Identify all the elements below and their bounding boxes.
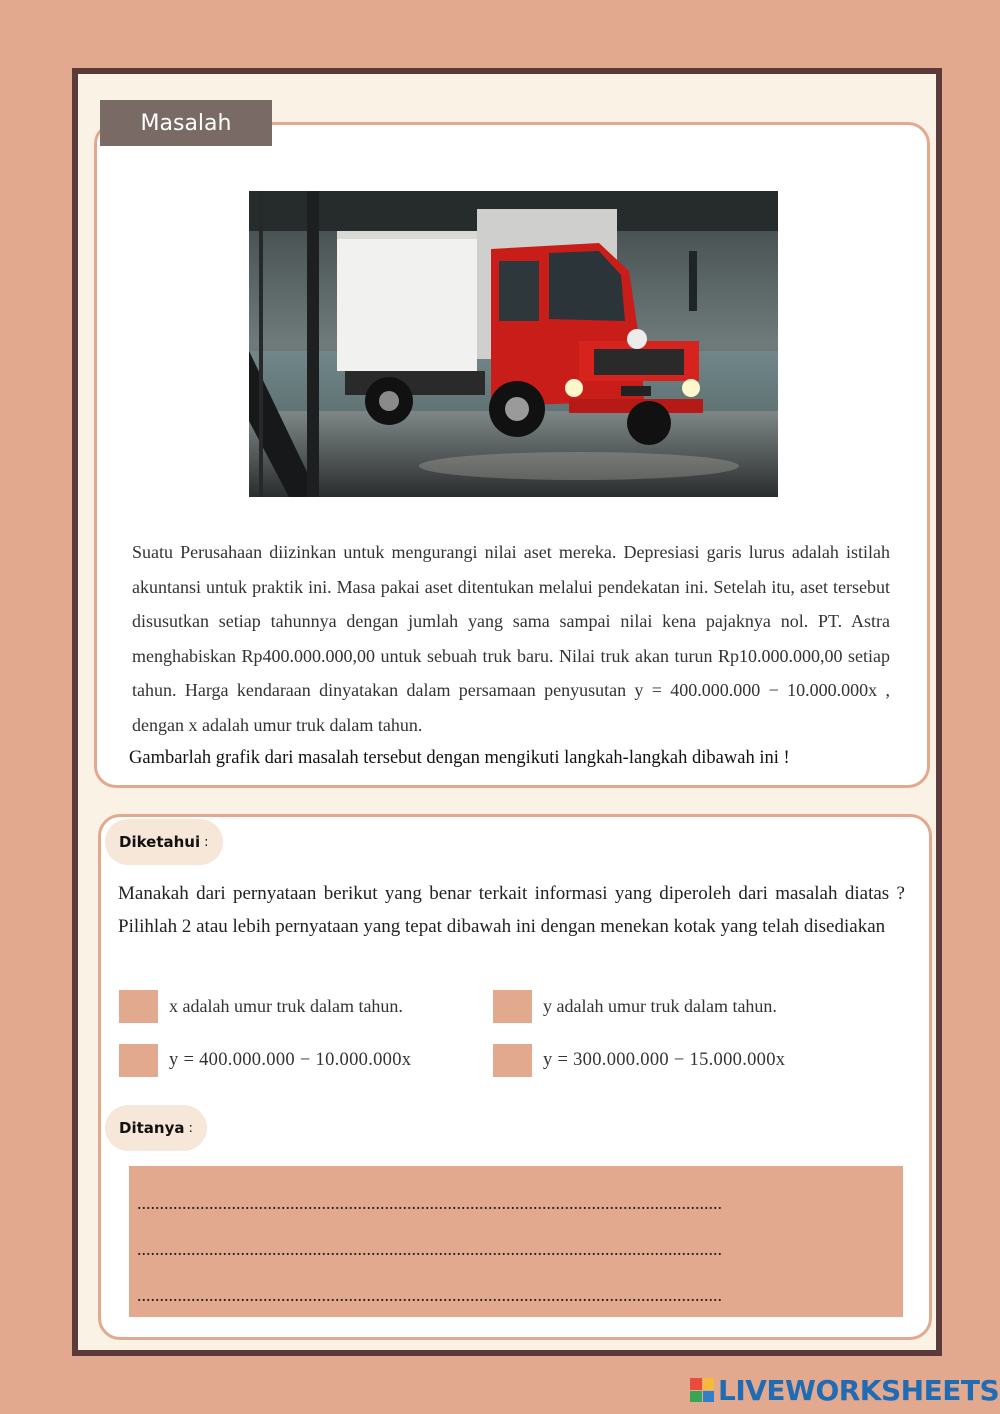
truck-photo xyxy=(249,191,778,497)
question-text: Manakah dari pernyataan berikut yang benar terkait informasi yang diperoleh dari masalah diatas ? Pilihlah 2 atau lebih pernyataan yang tepat dibawah ini dengan menekan kotak yang telah disediakan xyxy=(118,883,905,937)
ditanya-pill xyxy=(105,1105,207,1151)
liveworksheets-brand xyxy=(690,1372,999,1408)
ditanya-answer-box[interactable] xyxy=(129,1166,903,1317)
logo-square-3 xyxy=(690,1391,702,1403)
answer-line-2: .................................................................................................................................. xyxy=(137,1239,722,1259)
option-4-checkbox[interactable] xyxy=(493,1044,532,1077)
option-2 xyxy=(493,990,777,1023)
option-4 xyxy=(493,1044,785,1077)
diketahui-pill xyxy=(105,819,223,865)
option-1-checkbox[interactable] xyxy=(119,990,158,1023)
ditanya-label: Ditanya xyxy=(119,1119,185,1137)
answer-line-1: .................................................................................................................................. xyxy=(137,1193,722,1213)
diketahui-colon: : xyxy=(204,834,209,850)
brand-text: LIVEWORKSHEETS xyxy=(718,1373,1000,1407)
problem-paragraph: Suatu Perusahaan diizinkan untuk mengurangi nilai aset mereka. Depresiasi garis lurus adalah istilah akuntansi untuk praktik ini. Masa pakai aset ditentukan melalui pendekatan ini. Setelah itu, aset tersebut disusutkan setiap tahunnya dengan jumlah yang sama sampai nilai kena pajaknya nol. PT. Astra menghabiskan Rp400.000.000,00 untuk sebuah truk baru. Nilai truk akan turun Rp10.000.000,00 setiap tahun. Harga kendaraan dinyatakan dalam persamaan penyusutan y = 400.000.000 − 10.000.000x , dengan x adalah umur truk dalam tahun. xyxy=(132,542,890,735)
option-3-checkbox[interactable] xyxy=(119,1044,158,1077)
masalah-tag: Masalah xyxy=(100,100,272,146)
logo-square-4 xyxy=(703,1391,715,1403)
option-4-label: y = 300.000.000 − 15.000.000x xyxy=(543,1050,786,1070)
option-1 xyxy=(119,990,403,1023)
logo-square-1 xyxy=(690,1378,702,1390)
truck-illustration xyxy=(249,191,778,497)
problem-card xyxy=(94,122,930,788)
diketahui-card xyxy=(98,814,932,1340)
instruction-text: Gambarlah grafik dari masalah tersebut dengan mengikuti langkah-langkah dibawah ini ! xyxy=(129,748,790,768)
logo-square-2 xyxy=(703,1378,715,1390)
option-1-label: x adalah umur truk dalam tahun. xyxy=(169,996,403,1016)
option-3 xyxy=(119,1044,411,1077)
worksheet-page xyxy=(72,68,942,1356)
answer-line-3: .................................................................................................................................. xyxy=(137,1285,722,1305)
ditanya-colon: : xyxy=(188,1120,193,1136)
option-2-checkbox[interactable] xyxy=(493,990,532,1023)
liveworksheets-logo-icon xyxy=(690,1378,714,1402)
option-3-label: y = 400.000.000 − 10.000.000x xyxy=(169,1050,412,1070)
option-2-label: y adalah umur truk dalam tahun. xyxy=(543,996,777,1016)
diketahui-label: Diketahui xyxy=(119,833,201,851)
